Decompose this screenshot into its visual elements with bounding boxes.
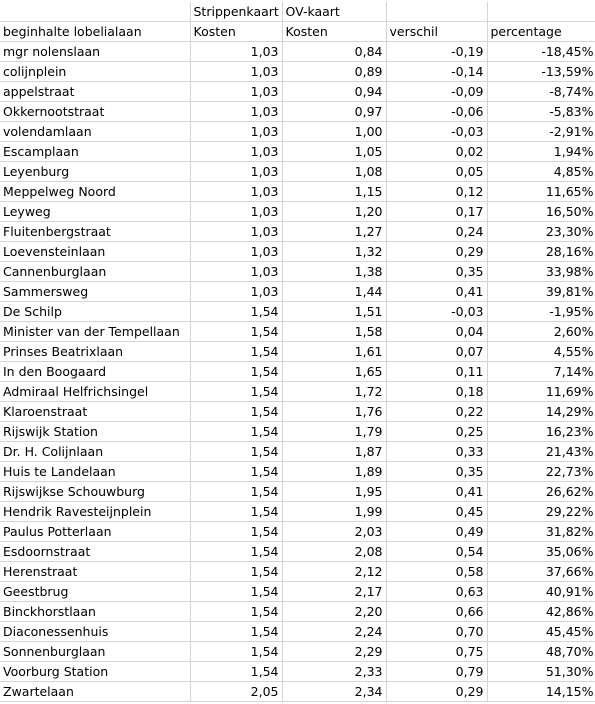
stop-name-cell[interactable]: Huis te Landelaan (0, 462, 190, 482)
ov-kaart-cost-cell[interactable]: 1,44 (282, 282, 386, 302)
percentage-cell[interactable]: 40,91% (487, 582, 595, 602)
ov-kaart-cost-cell[interactable]: 2,08 (282, 542, 386, 562)
strippenkaart-cost-cell[interactable]: 1,54 (190, 542, 282, 562)
table-row (0, 42, 595, 62)
stop-name-cell[interactable]: Okkernootstraat (0, 102, 190, 122)
percentage-cell[interactable]: 11,69% (487, 382, 595, 402)
difference-cell[interactable]: 0,11 (386, 362, 487, 382)
difference-cell[interactable]: 0,63 (386, 582, 487, 602)
percentage-cell[interactable]: 23,30% (487, 222, 595, 242)
ov-kaart-cost-cell[interactable]: 1,99 (282, 502, 386, 522)
ov-kaart-cost-cell[interactable]: 1,38 (282, 262, 386, 282)
difference-cell[interactable]: 0,54 (386, 542, 487, 562)
difference-cell[interactable]: 0,41 (386, 482, 487, 502)
table-row (0, 662, 595, 682)
percentage-cell[interactable]: 37,66% (487, 562, 595, 582)
difference-cell[interactable]: -0,03 (386, 122, 487, 142)
strippenkaart-cost-cell[interactable]: 1,54 (190, 482, 282, 502)
strippenkaart-cost-cell[interactable]: 1,03 (190, 82, 282, 102)
stop-name-cell[interactable]: Minister van der Tempellaan (0, 322, 190, 342)
strippenkaart-cost-cell[interactable]: 1,54 (190, 502, 282, 522)
percentage-cell[interactable]: -18,45% (487, 42, 595, 62)
ov-kaart-cost-cell[interactable]: 1,15 (282, 182, 386, 202)
table-row (0, 422, 595, 442)
ov-kaart-cost-cell[interactable]: 0,89 (282, 62, 386, 82)
header-cell-strippenkaart[interactable]: Strippenkaart (190, 2, 282, 22)
difference-cell[interactable]: 0,58 (386, 562, 487, 582)
strippenkaart-cost-cell[interactable]: 1,54 (190, 362, 282, 382)
stop-name-cell[interactable]: Voorburg Station (0, 662, 190, 682)
stop-name-cell[interactable]: Herenstraat (0, 562, 190, 582)
difference-cell[interactable]: 0,22 (386, 402, 487, 422)
stop-name-cell[interactable]: De Schilp (0, 302, 190, 322)
difference-cell[interactable]: 0,24 (386, 222, 487, 242)
ov-kaart-cost-cell[interactable]: 2,24 (282, 622, 386, 642)
table-row (0, 642, 595, 662)
stop-name-cell[interactable]: Leyweg (0, 202, 190, 222)
header-cell-strip-kosten[interactable]: Kosten (190, 22, 282, 42)
percentage-cell[interactable]: 51,30% (487, 662, 595, 682)
stop-name-cell[interactable]: colijnplein (0, 62, 190, 82)
difference-cell[interactable]: 0,04 (386, 322, 487, 342)
ov-kaart-cost-cell[interactable]: 1,32 (282, 242, 386, 262)
ov-kaart-cost-cell[interactable]: 1,61 (282, 342, 386, 362)
difference-cell[interactable]: 0,75 (386, 642, 487, 662)
percentage-cell[interactable]: 16,50% (487, 202, 595, 222)
difference-cell[interactable]: 0,29 (386, 242, 487, 262)
table-row (0, 682, 595, 702)
table-row (0, 202, 595, 222)
ov-kaart-cost-cell[interactable]: 2,29 (282, 642, 386, 662)
strippenkaart-cost-cell[interactable]: 1,03 (190, 162, 282, 182)
strippenkaart-cost-cell[interactable]: 1,03 (190, 102, 282, 122)
strippenkaart-cost-cell[interactable]: 1,54 (190, 402, 282, 422)
difference-cell[interactable]: 0,18 (386, 382, 487, 402)
strippenkaart-cost-cell[interactable]: 1,03 (190, 202, 282, 222)
table-row (0, 142, 595, 162)
table-row (0, 162, 595, 182)
strippenkaart-cost-cell[interactable]: 1,54 (190, 662, 282, 682)
ov-kaart-cost-cell[interactable]: 1,72 (282, 382, 386, 402)
table-row (0, 482, 595, 502)
stop-name-cell[interactable]: Dr. H. Colijnlaan (0, 442, 190, 462)
stop-name-cell[interactable]: Admiraal Helfrichsingel (0, 382, 190, 402)
header-cell-percentage[interactable]: percentage (487, 22, 595, 42)
strippenkaart-cost-cell[interactable]: 1,54 (190, 582, 282, 602)
table-row (0, 402, 595, 422)
ov-kaart-cost-cell[interactable]: 0,94 (282, 82, 386, 102)
cost-comparison-table (0, 2, 595, 702)
ov-kaart-cost-cell[interactable]: 1,20 (282, 202, 386, 222)
stop-name-cell[interactable]: Klaroenstraat (0, 402, 190, 422)
stop-name-cell[interactable]: Rijswijk Station (0, 422, 190, 442)
table-body (0, 2, 595, 702)
ov-kaart-cost-cell[interactable]: 1,27 (282, 222, 386, 242)
percentage-cell[interactable]: -1,95% (487, 302, 595, 322)
percentage-cell[interactable]: 7,14% (487, 362, 595, 382)
ov-kaart-cost-cell[interactable]: 1,76 (282, 402, 386, 422)
percentage-cell[interactable]: 14,15% (487, 682, 595, 702)
strippenkaart-cost-cell[interactable]: 2,05 (190, 682, 282, 702)
table-row (0, 502, 595, 522)
stop-name-cell[interactable]: volendamlaan (0, 122, 190, 142)
strippenkaart-cost-cell[interactable]: 1,03 (190, 62, 282, 82)
table-row (0, 102, 595, 122)
stop-name-cell[interactable]: Paulus Potterlaan (0, 522, 190, 542)
ov-kaart-cost-cell[interactable]: 1,05 (282, 142, 386, 162)
strippenkaart-cost-cell[interactable]: 1,54 (190, 382, 282, 402)
strippenkaart-cost-cell[interactable]: 1,03 (190, 242, 282, 262)
difference-cell[interactable]: -0,06 (386, 102, 487, 122)
stop-name-cell[interactable]: Sonnenburglaan (0, 642, 190, 662)
table-row (0, 522, 595, 542)
stop-name-cell[interactable]: appelstraat (0, 82, 190, 102)
ov-kaart-cost-cell[interactable]: 2,03 (282, 522, 386, 542)
percentage-cell[interactable]: 16,23% (487, 422, 595, 442)
strippenkaart-cost-cell[interactable]: 1,54 (190, 442, 282, 462)
table-row (0, 122, 595, 142)
header-cell-beginhalte[interactable]: beginhalte lobelialaan (0, 22, 190, 42)
header-cell-top-col5[interactable] (487, 2, 595, 22)
stop-name-cell[interactable]: Diaconessenhuis (0, 622, 190, 642)
stop-name-cell[interactable]: Hendrik Ravesteijnplein (0, 502, 190, 522)
ov-kaart-cost-cell[interactable]: 2,12 (282, 562, 386, 582)
percentage-cell[interactable]: 48,70% (487, 642, 595, 662)
ov-kaart-cost-cell[interactable]: 1,95 (282, 482, 386, 502)
header-cell-top-col1[interactable] (0, 2, 190, 22)
ov-kaart-cost-cell[interactable]: 0,97 (282, 102, 386, 122)
ov-kaart-cost-cell[interactable]: 2,20 (282, 602, 386, 622)
stop-name-cell[interactable]: Zwartelaan (0, 682, 190, 702)
difference-cell[interactable]: 0,17 (386, 202, 487, 222)
ov-kaart-cost-cell[interactable]: 2,33 (282, 662, 386, 682)
table-row (0, 182, 595, 202)
ov-kaart-cost-cell[interactable]: 1,08 (282, 162, 386, 182)
difference-cell[interactable]: 0,66 (386, 602, 487, 622)
strippenkaart-cost-cell[interactable]: 1,54 (190, 522, 282, 542)
header-cell-ov-kosten[interactable]: Kosten (282, 22, 386, 42)
ov-kaart-cost-cell[interactable]: 1,51 (282, 302, 386, 322)
percentage-cell[interactable]: 26,62% (487, 482, 595, 502)
stop-name-cell[interactable]: Esdoornstraat (0, 542, 190, 562)
stop-name-cell[interactable]: Rijswijkse Schouwburg (0, 482, 190, 502)
strippenkaart-cost-cell[interactable]: 1,54 (190, 562, 282, 582)
difference-cell[interactable]: 0,79 (386, 662, 487, 682)
percentage-cell[interactable]: 39,81% (487, 282, 595, 302)
strippenkaart-cost-cell[interactable]: 1,54 (190, 342, 282, 362)
difference-cell[interactable]: 0,45 (386, 502, 487, 522)
percentage-cell[interactable]: 22,73% (487, 462, 595, 482)
table-row (0, 542, 595, 562)
table-row (0, 322, 595, 342)
stop-name-cell[interactable]: Geestbrug (0, 582, 190, 602)
table-row (0, 222, 595, 242)
difference-cell[interactable]: 0,12 (386, 182, 487, 202)
stop-name-cell[interactable]: Sammersweg (0, 282, 190, 302)
ov-kaart-cost-cell[interactable]: 2,34 (282, 682, 386, 702)
difference-cell[interactable]: 0,41 (386, 282, 487, 302)
percentage-cell[interactable]: -2,91% (487, 122, 595, 142)
percentage-cell[interactable]: 2,60% (487, 322, 595, 342)
strippenkaart-cost-cell[interactable]: 1,03 (190, 142, 282, 162)
difference-cell[interactable]: 0,33 (386, 442, 487, 462)
ov-kaart-cost-cell[interactable]: 1,65 (282, 362, 386, 382)
difference-cell[interactable]: 0,35 (386, 262, 487, 282)
ov-kaart-cost-cell[interactable]: 0,84 (282, 42, 386, 62)
header-row-bottom (0, 22, 595, 42)
percentage-cell[interactable]: -8,74% (487, 82, 595, 102)
strippenkaart-cost-cell[interactable]: 1,54 (190, 462, 282, 482)
stop-name-cell[interactable]: Cannenburglaan (0, 262, 190, 282)
header-row-top (0, 2, 595, 22)
strippenkaart-cost-cell[interactable]: 1,03 (190, 122, 282, 142)
stop-name-cell[interactable]: Loevensteinlaan (0, 242, 190, 262)
table-row (0, 602, 595, 622)
percentage-cell[interactable]: 21,43% (487, 442, 595, 462)
strippenkaart-cost-cell[interactable]: 1,54 (190, 422, 282, 442)
percentage-cell[interactable]: 28,16% (487, 242, 595, 262)
header-cell-top-col4[interactable] (386, 2, 487, 22)
table-row (0, 262, 595, 282)
ov-kaart-cost-cell[interactable]: 1,89 (282, 462, 386, 482)
strippenkaart-cost-cell[interactable]: 1,54 (190, 602, 282, 622)
percentage-cell[interactable]: 4,85% (487, 162, 595, 182)
strippenkaart-cost-cell[interactable]: 1,03 (190, 42, 282, 62)
table-row (0, 242, 595, 262)
strippenkaart-cost-cell[interactable]: 1,54 (190, 302, 282, 322)
stop-name-cell[interactable]: Escamplaan (0, 142, 190, 162)
ov-kaart-cost-cell[interactable]: 1,87 (282, 442, 386, 462)
difference-cell[interactable]: -0,03 (386, 302, 487, 322)
table-row (0, 282, 595, 302)
table-row (0, 362, 595, 382)
percentage-cell[interactable]: -13,59% (487, 62, 595, 82)
table-row (0, 62, 595, 82)
strippenkaart-cost-cell[interactable]: 1,54 (190, 622, 282, 642)
ov-kaart-cost-cell[interactable]: 2,17 (282, 582, 386, 602)
table-row (0, 622, 595, 642)
percentage-cell[interactable]: 11,65% (487, 182, 595, 202)
header-cell-verschil[interactable]: verschil (386, 22, 487, 42)
difference-cell[interactable]: 0,02 (386, 142, 487, 162)
stop-name-cell[interactable]: Binckhorstlaan (0, 602, 190, 622)
difference-cell[interactable]: -0,09 (386, 82, 487, 102)
difference-cell[interactable]: 0,29 (386, 682, 487, 702)
strippenkaart-cost-cell[interactable]: 1,03 (190, 222, 282, 242)
percentage-cell[interactable]: 35,06% (487, 542, 595, 562)
stop-name-cell[interactable]: Meppelweg Noord (0, 182, 190, 202)
percentage-cell[interactable]: 33,98% (487, 262, 595, 282)
strippenkaart-cost-cell[interactable]: 1,54 (190, 642, 282, 662)
table-row (0, 342, 595, 362)
stop-name-cell[interactable]: In den Boogaard (0, 362, 190, 382)
strippenkaart-cost-cell[interactable]: 1,03 (190, 262, 282, 282)
difference-cell[interactable]: 0,05 (386, 162, 487, 182)
stop-name-cell[interactable]: Fluitenbergstraat (0, 222, 190, 242)
table-row (0, 582, 595, 602)
header-cell-ov-kaart[interactable]: OV-kaart (282, 2, 386, 22)
table-row (0, 442, 595, 462)
percentage-cell[interactable]: 14,29% (487, 402, 595, 422)
strippenkaart-cost-cell[interactable]: 1,03 (190, 282, 282, 302)
table-row (0, 382, 595, 402)
table-row (0, 82, 595, 102)
difference-cell[interactable]: 0,07 (386, 342, 487, 362)
ov-kaart-cost-cell[interactable]: 1,58 (282, 322, 386, 342)
table-row (0, 302, 595, 322)
difference-cell[interactable]: -0,14 (386, 62, 487, 82)
difference-cell[interactable]: 0,25 (386, 422, 487, 442)
percentage-cell[interactable]: -5,83% (487, 102, 595, 122)
stop-name-cell[interactable]: Prinses Beatrixlaan (0, 342, 190, 362)
percentage-cell[interactable]: 42,86% (487, 602, 595, 622)
ov-kaart-cost-cell[interactable]: 1,00 (282, 122, 386, 142)
percentage-cell[interactable]: 1,94% (487, 142, 595, 162)
difference-cell[interactable]: -0,19 (386, 42, 487, 62)
difference-cell[interactable]: 0,70 (386, 622, 487, 642)
percentage-cell[interactable]: 29,22% (487, 502, 595, 522)
percentage-cell[interactable]: 31,82% (487, 522, 595, 542)
difference-cell[interactable]: 0,35 (386, 462, 487, 482)
table-row (0, 562, 595, 582)
percentage-cell[interactable]: 4,55% (487, 342, 595, 362)
ov-kaart-cost-cell[interactable]: 1,79 (282, 422, 386, 442)
stop-name-cell[interactable]: Leyenburg (0, 162, 190, 182)
table-row (0, 462, 595, 482)
stop-name-cell[interactable]: mgr nolenslaan (0, 42, 190, 62)
strippenkaart-cost-cell[interactable]: 1,54 (190, 322, 282, 342)
percentage-cell[interactable]: 45,45% (487, 622, 595, 642)
strippenkaart-cost-cell[interactable]: 1,03 (190, 182, 282, 202)
difference-cell[interactable]: 0,49 (386, 522, 487, 542)
